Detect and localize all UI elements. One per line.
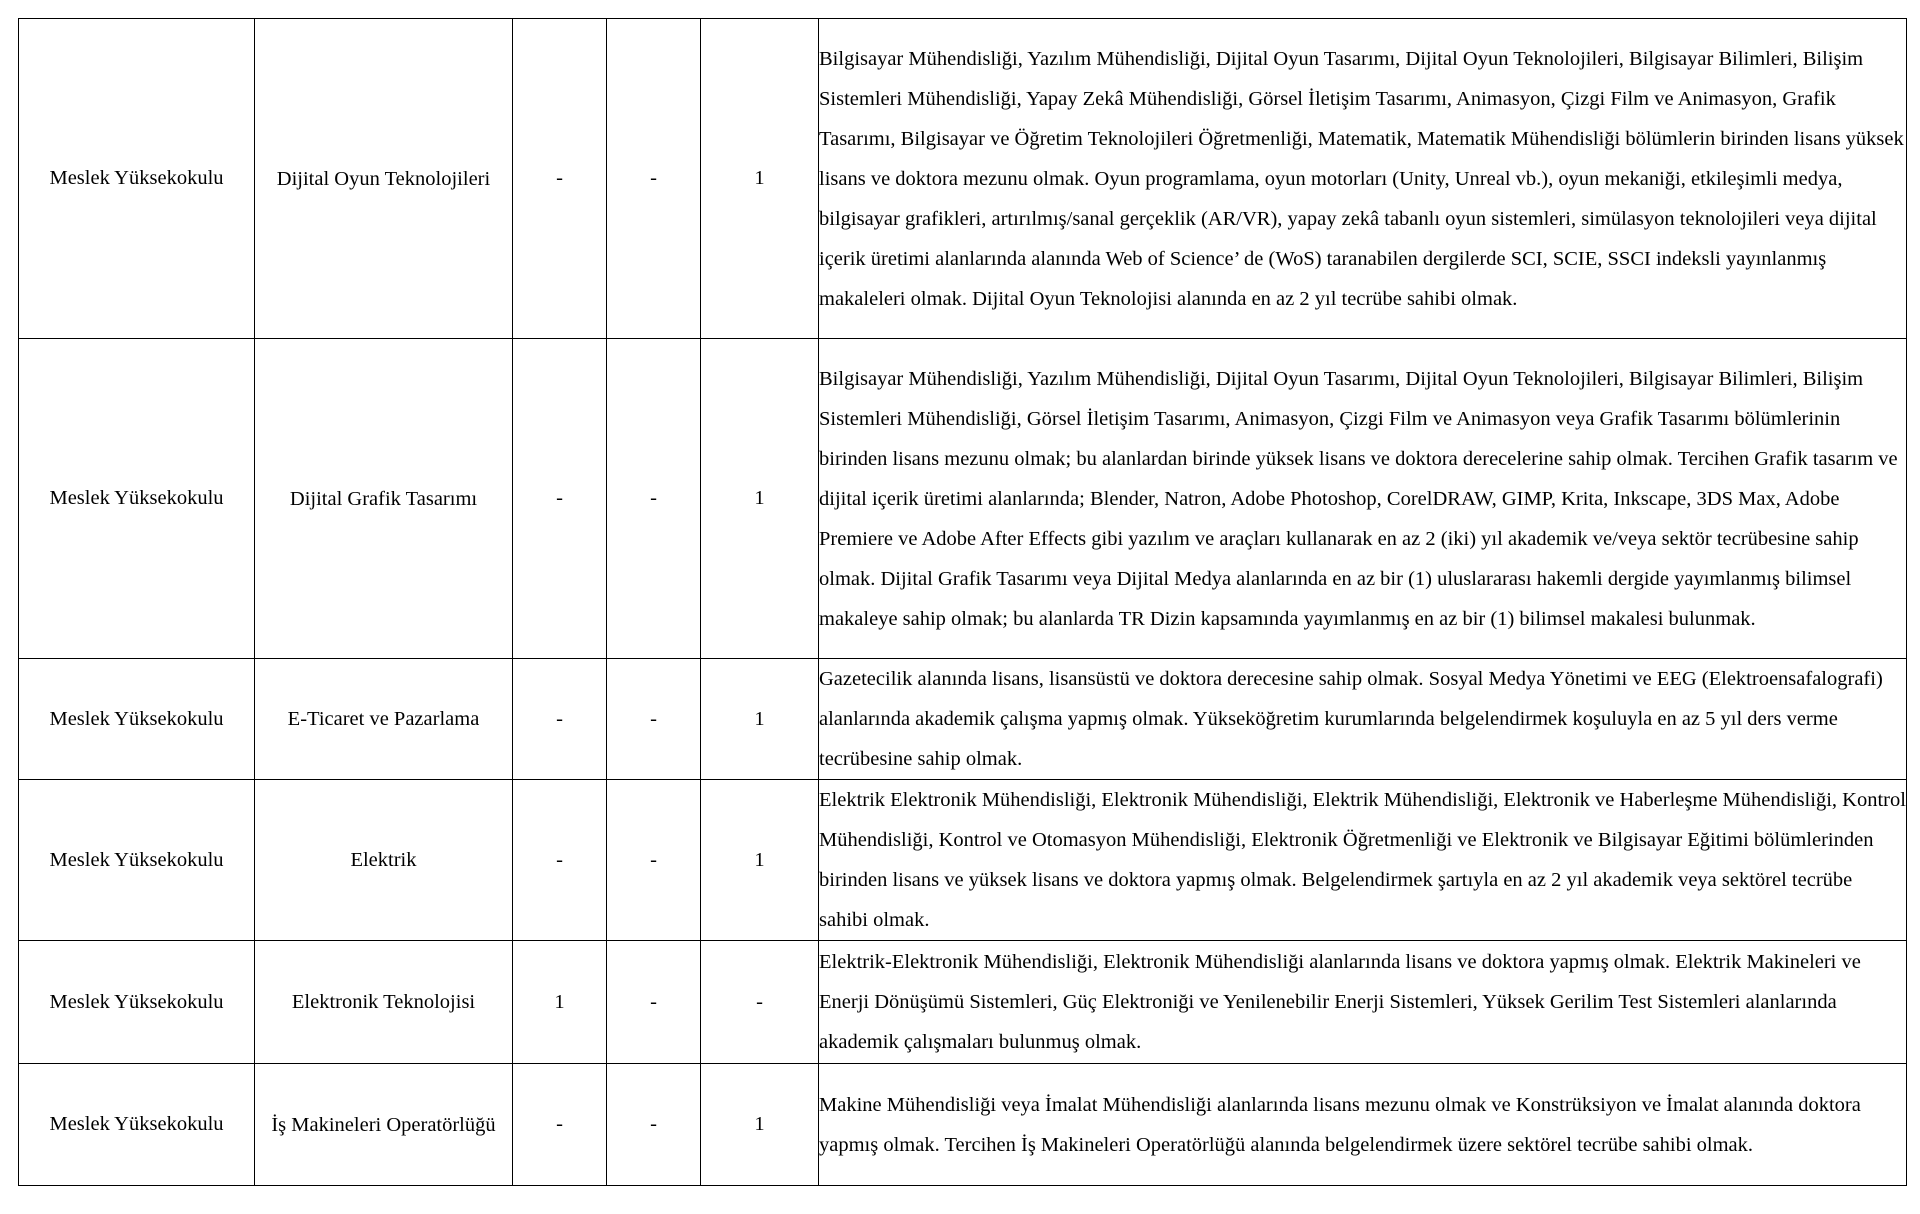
requirements-cell: Makine Mühendisliği veya İmalat Mühendisliği alanlarında lisans mezunu olmak ve Konstrüksiyon ve İmalat alanında doktora yapmış olmak. Tercihen İş Makineleri Operatörlüğü alanında belgelendirmek üzere sektörel tecrübe sahibi olmak. — [819, 1064, 1907, 1186]
count-cell-b: - — [607, 19, 701, 339]
unit-cell: Meslek Yüksekokulu — [19, 339, 255, 659]
count-cell-a: 1 — [513, 941, 607, 1064]
requirements-cell: Elektrik-Elektronik Mühendisliği, Elektronik Mühendisliği alanlarında lisans ve doktora yapmış olmak. Elektrik Makineleri ve Enerji Dönüşümü Sistemleri, Güç Elektroniği ve Yenilenebilir Enerji Sistemleri, Yüksek Gerilim Test Sistemleri alanlarında akademik çalışmaları bulunmuş olmak. — [819, 941, 1907, 1064]
count-cell-b: - — [607, 659, 701, 780]
unit-cell: Meslek Yüksekokulu — [19, 941, 255, 1064]
department-cell: İş Makineleri Operatörlüğü — [255, 1064, 513, 1186]
count-cell-a: - — [513, 659, 607, 780]
department-cell: Elektronik Teknolojisi — [255, 941, 513, 1064]
count-cell-b: - — [607, 339, 701, 659]
department-cell: Dijital Oyun Teknolojileri — [255, 19, 513, 339]
unit-cell: Meslek Yüksekokulu — [19, 659, 255, 780]
count-cell-a: - — [513, 780, 607, 941]
department-cell: E-Ticaret ve Pazarlama — [255, 659, 513, 780]
table-row — [19, 941, 1907, 1064]
count-cell-c: - — [701, 941, 819, 1064]
table-row — [19, 1064, 1907, 1186]
count-cell-c: 1 — [701, 659, 819, 780]
count-cell-b: - — [607, 780, 701, 941]
requirements-cell: Elektrik Elektronik Mühendisliği, Elektronik Mühendisliği, Elektrik Mühendisliği, Elektronik ve Haberleşme Mühendisliği, Kontrol Mühendisliği, Kontrol ve Otomasyon Mühendisliği, Elektronik Öğretmenliği ve Elektronik ve Bilgisayar Eğitimi bölümlerinden birinden lisans ve yüksek lisans ve doktora yapmış olmak. Belgelendirmek şartıyla en az 2 yıl akademik veya sektörel tecrübe sahibi olmak. — [819, 780, 1907, 941]
count-cell-b: - — [607, 941, 701, 1064]
count-cell-a: - — [513, 339, 607, 659]
count-cell-b: - — [607, 1064, 701, 1186]
count-cell-a: - — [513, 19, 607, 339]
requirements-cell: Gazetecilik alanında lisans, lisansüstü ve doktora derecesine sahip olmak. Sosyal Medya Yönetimi ve EEG (Elektroensafalografi) alanlarında akademik çalışma yapmış olmak. Yükseköğretim kurumlarında belgelendirmek koşuluyla en az 5 yıl ders verme tecrübesine sahip olmak. — [819, 659, 1907, 780]
count-cell-c: 1 — [701, 780, 819, 941]
table-row — [19, 339, 1907, 659]
unit-cell: Meslek Yüksekokulu — [19, 19, 255, 339]
requirements-cell: Bilgisayar Mühendisliği, Yazılım Mühendisliği, Dijital Oyun Tasarımı, Dijital Oyun Teknolojileri, Bilgisayar Bilimleri, Bilişim Sistemleri Mühendisliği, Görsel İletişim Tasarımı, Animasyon, Çizgi Film ve Animasyon veya Grafik Tasarımı bölümlerinin birinden lisans mezunu olmak; bu alanlardan birinde yüksek lisans ve doktora derecelerine sahip olmak. Tercihen Grafik tasarım ve dijital içerik üretimi alanlarında; Blender, Natron, Adobe Photoshop, CorelDRAW, GIMP, Krita, Inkscape, 3DS Max, Adobe Premiere ve Adobe After Effects gibi yazılım ve araçları kullanarak en az 2 (iki) yıl akademik ve/veya sektör tecrübesine sahip olmak. Dijital Grafik Tasarımı veya Dijital Medya alanlarında en az bir (1) uluslararası hakemli dergide yayımlanmış bilimsel makaleye sahip olmak; bu alanlarda TR Dizin kapsamında yayımlanmış en az bir (1) bilimsel makalesi bulunmak. — [819, 339, 1907, 659]
requirements-cell: Bilgisayar Mühendisliği, Yazılım Mühendisliği, Dijital Oyun Tasarımı, Dijital Oyun Teknolojileri, Bilgisayar Bilimleri, Bilişim Sistemleri Mühendisliği, Yapay Zekâ Mühendisliği, Görsel İletişim Tasarımı, Animasyon, Çizgi Film ve Animasyon, Grafik Tasarımı, Bilgisayar ve Öğretim Teknolojileri Öğretmenliği, Matematik, Matematik Mühendisliği bölümlerin birinden lisans yüksek lisans ve doktora mezunu olmak. Oyun programlama, oyun motorları (Unity, Unreal vb.), oyun mekaniği, etkileşimli medya, bilgisayar grafikleri, artırılmış/sanal gerçeklik (AR/VR), yapay zekâ tabanlı oyun sistemleri, simülasyon teknolojileri veya dijital içerik üretimi alanlarında alanında Web of Science’ de (WoS) taranabilen dergilerde SCI, SCIE, SSCI indeksli yayınlanmış makaleleri olmak. Dijital Oyun Teknolojisi alanında en az 2 yıl tecrübe sahibi olmak. — [819, 19, 1907, 339]
count-cell-c: 1 — [701, 1064, 819, 1186]
count-cell-c: 1 — [701, 19, 819, 339]
department-cell: Elektrik — [255, 780, 513, 941]
job-postings-table — [18, 18, 1907, 1186]
table-row — [19, 780, 1907, 941]
department-cell: Dijital Grafik Tasarımı — [255, 339, 513, 659]
unit-cell: Meslek Yüksekokulu — [19, 780, 255, 941]
table-row — [19, 19, 1907, 339]
unit-cell: Meslek Yüksekokulu — [19, 1064, 255, 1186]
table-row — [19, 659, 1907, 780]
count-cell-a: - — [513, 1064, 607, 1186]
count-cell-c: 1 — [701, 339, 819, 659]
